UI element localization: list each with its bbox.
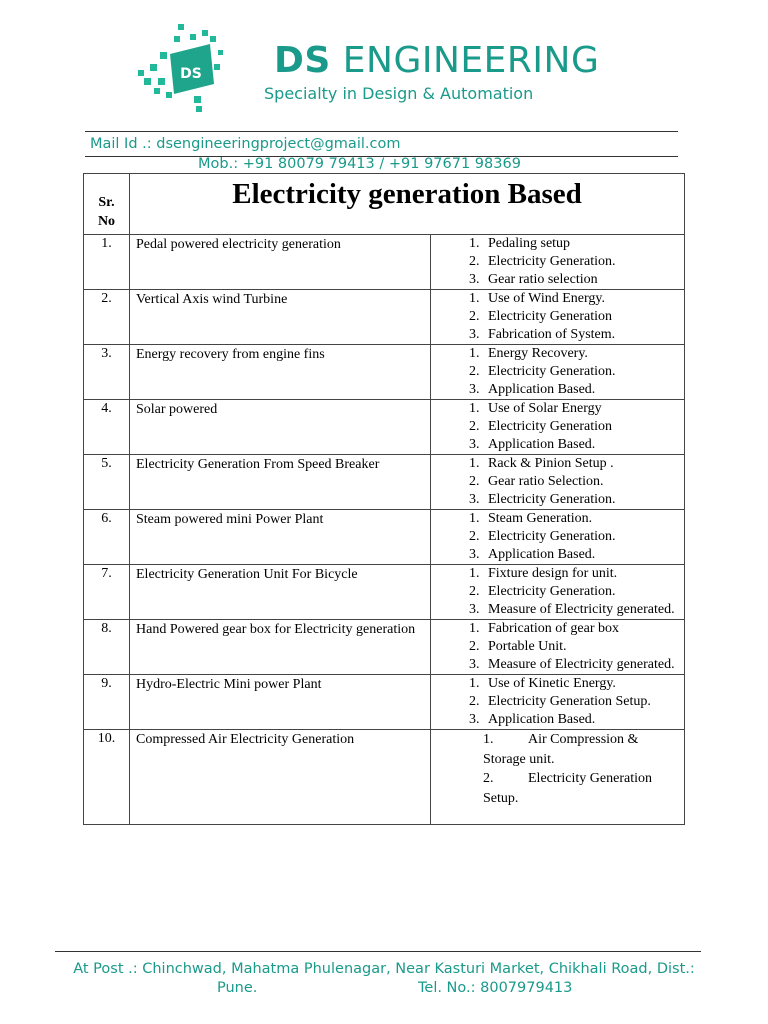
tagline: Specialty in Design & Automation (264, 84, 534, 103)
feature-list (461, 565, 684, 619)
table-title: Electricity generation Based (130, 174, 685, 235)
feature-list (461, 620, 684, 674)
feature-item: 3. Measure of Electricity generated. (483, 601, 684, 619)
table-row (84, 730, 685, 825)
feature-item: 3. Application Based. (483, 381, 684, 399)
table-row (84, 235, 685, 290)
feature-item: 1. Use of Solar Energy (483, 400, 684, 418)
feature-item: 3. Fabrication of System. (483, 326, 684, 344)
row-number: 9. (84, 675, 130, 730)
project-name: Solar powered (130, 400, 431, 455)
feature-item: 1. Use of Kinetic Energy. (483, 675, 684, 693)
feature-item: 1. Pedaling setup (483, 235, 684, 253)
row-number: 8. (84, 620, 130, 675)
row-number: 2. (84, 290, 130, 345)
feature-item: 1. Energy Recovery. (483, 345, 684, 363)
sr-no-header: Sr. No (84, 174, 130, 235)
table-row (84, 345, 685, 400)
features-cell (431, 675, 685, 730)
project-name: Energy recovery from engine fins (130, 345, 431, 400)
project-name: Compressed Air Electricity Generation (130, 730, 431, 825)
footer-divider (55, 951, 701, 952)
feature-item: 1. Steam Generation. (483, 510, 684, 528)
feature-item: 2. Electricity Generation (483, 418, 684, 436)
feature-item: 3. Application Based. (483, 436, 684, 454)
footer-city: Pune. (217, 980, 258, 996)
row-number: 6. (84, 510, 130, 565)
feature-item: 1. Rack & Pinion Setup . (483, 455, 684, 473)
feature-list (461, 510, 684, 564)
feature-item: 2. Electricity Generation Setup. (483, 693, 684, 711)
row-number: 4. (84, 400, 130, 455)
mail-id: Mail Id .: dsengineeringproject@gmail.com (90, 136, 401, 152)
project-name: Vertical Axis wind Turbine (130, 290, 431, 345)
brand-name: DS ENGINEERING (274, 40, 600, 81)
features-cell (431, 235, 685, 290)
project-name: Pedal powered electricity generation (130, 235, 431, 290)
table-header-row (84, 174, 685, 235)
mobile-numbers: Mob.: +91 80079 79413 / +91 97671 98369 (198, 156, 521, 172)
feature-item: 3. Electricity Generation. (483, 491, 684, 509)
feature-item: 1. Use of Wind Energy. (483, 290, 684, 308)
feature-item: 1. Fabrication of gear box (483, 620, 684, 638)
project-name: Electricity Generation Unit For Bicycle (130, 565, 431, 620)
project-name: Steam powered mini Power Plant (130, 510, 431, 565)
feature-list (461, 675, 684, 729)
feature-item: 2. Portable Unit. (483, 638, 684, 656)
features-cell (431, 620, 685, 675)
features-cell (431, 345, 685, 400)
feature-list (461, 235, 684, 289)
features-cell (431, 400, 685, 455)
row-number: 7. (84, 565, 130, 620)
row-number: 3. (84, 345, 130, 400)
project-name: Hand Powered gear box for Electricity generation (130, 620, 431, 675)
table-row (84, 510, 685, 565)
feature-list (461, 400, 684, 454)
table-row (84, 565, 685, 620)
row-number: 1. (84, 235, 130, 290)
ds-logo (130, 22, 230, 112)
feature-item: 3. Gear ratio selection (483, 271, 684, 289)
features-cell (431, 510, 685, 565)
footer-tel: Tel. No.: 8007979413 (418, 980, 573, 996)
row-number: 10. (84, 730, 130, 825)
feature-item: 2. Electricity Generation (483, 308, 684, 326)
feature-list (461, 345, 684, 399)
table-row (84, 290, 685, 345)
feature-list (461, 290, 684, 344)
feature-list (461, 730, 684, 808)
footer-address: At Post .: Chinchwad, Mahatma Phulenagar, Near Kasturi Market, Chikhali Road, Dist.: (73, 961, 695, 977)
table-row (84, 675, 685, 730)
features-cell (431, 455, 685, 510)
row-number: 5. (84, 455, 130, 510)
feature-item: 2. Gear ratio Selection. (483, 473, 684, 491)
features-cell (431, 730, 685, 825)
table-row (84, 455, 685, 510)
feature-list (461, 455, 684, 509)
projects-table (83, 173, 685, 825)
feature-item: 3. Application Based. (483, 546, 684, 564)
feature-item: 1. Fixture design for unit. (483, 565, 684, 583)
feature-item: 2. Electricity Generation. (483, 363, 684, 381)
project-name: Hydro-Electric Mini power Plant (130, 675, 431, 730)
feature-item: 2. Electricity Generation. (483, 583, 684, 601)
feature-item: 1. Air Compression & Storage unit. (483, 732, 639, 767)
feature-item: 2. Electricity Generation Setup. (483, 771, 652, 806)
divider-top (85, 131, 678, 132)
features-cell (431, 290, 685, 345)
project-name: Electricity Generation From Speed Breaker (130, 455, 431, 510)
feature-item: 3. Measure of Electricity generated. (483, 656, 684, 674)
feature-item: 2. Electricity Generation. (483, 253, 684, 271)
features-cell (431, 565, 685, 620)
table-row (84, 400, 685, 455)
feature-item: 3. Application Based. (483, 711, 684, 729)
logo-text: DS (180, 66, 202, 82)
table-row (84, 620, 685, 675)
feature-item: 2. Electricity Generation. (483, 528, 684, 546)
